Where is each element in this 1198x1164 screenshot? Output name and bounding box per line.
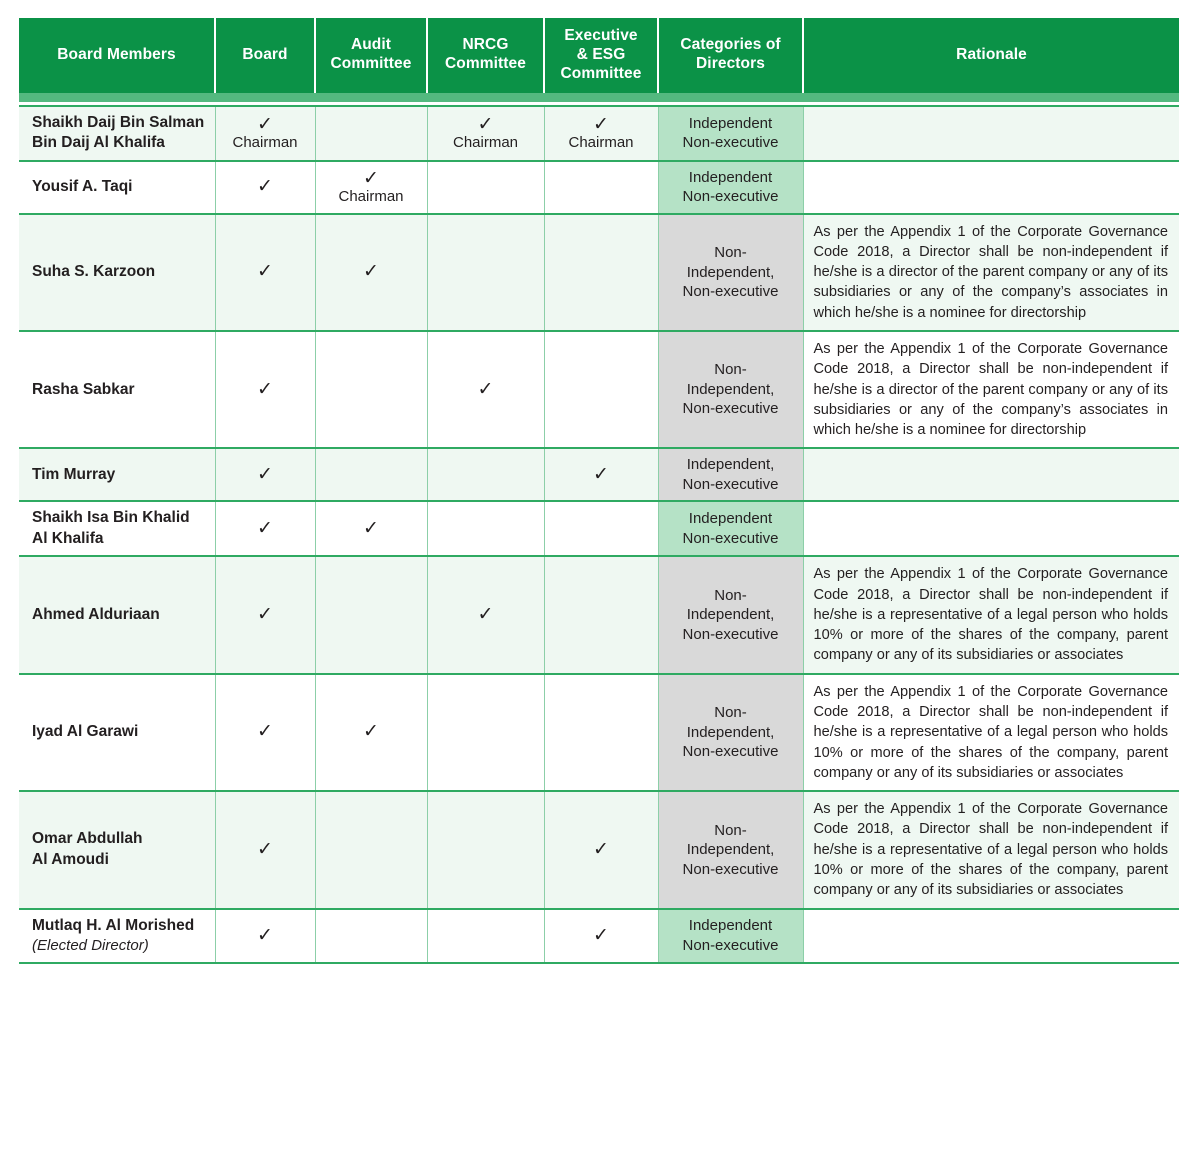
check-icon-audit: ✓ [363, 517, 379, 539]
header-separator-bar [19, 93, 1179, 102]
nrcg-committee-cell [427, 214, 544, 331]
category-line-1: Independent, [686, 456, 775, 474]
nrcg-committee-cell [427, 909, 544, 963]
executive-esg-committee-cell [544, 501, 658, 556]
check-icon-board: ✓ [257, 924, 273, 946]
category-line-2: Non-executive [682, 529, 779, 547]
member-name-line1: Rasha Sabkar [32, 380, 135, 398]
rationale-text: As per the Appendix 1 of the Corporate Governance Code 2018, a Director shall be non-independent if he/she is a director of the parent company or any of its subsidiaries or any of the company’s associates in which he/she is a nominee for directorship [813, 223, 1168, 321]
category-line-3: Non-executive [682, 283, 779, 301]
audit-committee-cell [315, 161, 427, 214]
audit-committee-cell [315, 214, 427, 331]
rationale-cell [803, 448, 1179, 501]
category-of-director-cell [658, 674, 803, 791]
member-name-line1: Iyad Al Garawi [32, 723, 139, 741]
header-separator-fill [19, 93, 1179, 102]
audit-committee-cell [315, 791, 427, 908]
audit-committee-cell [315, 556, 427, 673]
board-cell [215, 674, 315, 791]
check-icon-board: ✓ [257, 176, 273, 198]
check-icon-board: ✓ [257, 838, 273, 860]
category-line-1: Non- [714, 586, 747, 604]
category-line-2: Independent, [686, 841, 775, 859]
category-of-director-cell [658, 909, 803, 963]
rationale-cell [803, 556, 1179, 673]
executive-esg-committee-cell [544, 556, 658, 673]
audit-committee-cell [315, 501, 427, 556]
board-cell [215, 214, 315, 331]
member-name-line1: Shaikh Daij Bin Salman [32, 113, 205, 131]
board-cell [215, 556, 315, 673]
member-name-cell [19, 214, 215, 331]
board-cell [215, 331, 315, 448]
table-row [19, 791, 1179, 908]
category-line-3: Non-executive [682, 400, 779, 418]
header-board-members [19, 18, 215, 93]
board-cell [215, 501, 315, 556]
role-label: Chairman [568, 134, 634, 152]
member-name-line1: Omar Abdullah [32, 830, 143, 848]
executive-esg-committee-cell [544, 106, 658, 161]
nrcg-committee-cell [427, 161, 544, 214]
audit-committee-cell [315, 909, 427, 963]
category-line-2: Non-executive [682, 475, 779, 493]
audit-committee-cell [315, 674, 427, 791]
board-cell [215, 791, 315, 908]
board-cell [215, 909, 315, 963]
role-label: Chairman [232, 134, 298, 152]
category-line-2: Independent, [686, 263, 775, 281]
rationale-text: As per the Appendix 1 of the Corporate Governance Code 2018, a Director shall be non-independent if he/she is a director of the parent company or any of its subsidiaries or any of the company’s associates in which he/she is a nominee for directorship [813, 341, 1168, 439]
audit-committee-cell [315, 331, 427, 448]
board-cell [215, 161, 315, 214]
category-of-director-cell [658, 161, 803, 214]
member-name-cell [19, 448, 215, 501]
category-line-1: Non- [714, 361, 747, 379]
nrcg-committee-cell [427, 501, 544, 556]
category-line-1: Independent [688, 168, 773, 186]
category-of-director-cell [658, 214, 803, 331]
table-row [19, 448, 1179, 501]
category-of-director-cell [658, 791, 803, 908]
category-line-1: Independent [688, 917, 773, 935]
role-label: Chairman [452, 134, 519, 152]
header-categories-line2: Directors [696, 55, 765, 73]
category-line-2: Independent, [686, 606, 775, 624]
audit-committee-cell [315, 448, 427, 501]
check-icon-board: ✓ [257, 463, 273, 485]
executive-esg-committee-cell [544, 448, 658, 501]
member-name-line1: Tim Murray [32, 465, 116, 483]
nrcg-committee-cell [427, 556, 544, 673]
header-nrcg-committee [427, 18, 544, 93]
rationale-cell [803, 791, 1179, 908]
table-row [19, 331, 1179, 448]
category-line-1: Non- [714, 704, 747, 722]
header-rationale-label: Rationale [956, 45, 1027, 63]
check-icon-exec-esg: ✓ [593, 114, 609, 136]
category-line-1: Non- [714, 821, 747, 839]
executive-esg-committee-cell [544, 791, 658, 908]
header-exec-line3: Committee [560, 64, 642, 82]
board-composition-table [19, 18, 1179, 964]
rationale-cell [803, 909, 1179, 963]
board-composition-table-wrapper [19, 18, 1179, 964]
audit-committee-cell [315, 106, 427, 161]
member-name-line1: Ahmed Alduriaan [32, 605, 160, 623]
header-audit-line1: Audit [350, 36, 392, 54]
category-of-director-cell [658, 501, 803, 556]
check-icon-nrcg: ✓ [477, 378, 494, 400]
member-name-cell [19, 791, 215, 908]
category-line-3: Non-executive [682, 860, 779, 878]
check-icon-exec-esg: ✓ [593, 463, 609, 485]
header-categories-of-directors [658, 18, 803, 93]
table-header [19, 18, 1179, 93]
category-of-director-cell [658, 556, 803, 673]
check-icon-audit: ✓ [363, 261, 379, 283]
member-name-cell [19, 674, 215, 791]
role-label: Chairman [338, 187, 404, 205]
header-board-label: Board [242, 45, 288, 63]
table-row [19, 674, 1179, 791]
rationale-text: As per the Appendix 1 of the Corporate Governance Code 2018, a Director shall be non-independent if he/she is a representative of a legal person who holds 10% or more of the shares of the company, parent company or any of its subsidiaries or associates [813, 801, 1168, 899]
category-line-1: Non- [714, 244, 747, 262]
header-audit-line2: Committee [330, 55, 412, 73]
member-name-cell [19, 106, 215, 161]
check-icon-audit: ✓ [363, 168, 379, 190]
check-icon-nrcg: ✓ [477, 114, 494, 136]
table-row [19, 214, 1179, 331]
member-name-line2: Bin Daij Al Khalifa [32, 134, 165, 152]
table-body [19, 93, 1179, 106]
member-name-cell [19, 331, 215, 448]
header-exec-line1: Executive [564, 27, 638, 44]
category-of-director-cell [658, 331, 803, 448]
member-name-line1: Suha S. Karzoon [32, 263, 156, 281]
executive-esg-committee-cell [544, 909, 658, 963]
category-line-2: Non-executive [682, 936, 779, 954]
board-cell [215, 448, 315, 501]
member-name-line2: Al Amoudi [32, 850, 109, 868]
executive-esg-committee-cell [544, 674, 658, 791]
category-line-2: Independent, [686, 380, 775, 398]
table-rows-body [19, 106, 1179, 963]
check-icon-board: ✓ [257, 114, 273, 136]
member-name-cell [19, 909, 215, 963]
member-name-line2: Al Khalifa [32, 529, 104, 547]
category-line-3: Non-executive [682, 625, 779, 643]
member-name-cell [19, 556, 215, 673]
check-icon-nrcg: ✓ [477, 604, 494, 626]
header-audit-committee [315, 18, 427, 93]
table-row [19, 909, 1179, 963]
rationale-cell [803, 674, 1179, 791]
member-name-subtitle: (Elected Director) [32, 937, 149, 955]
category-of-director-cell [658, 106, 803, 161]
check-icon-audit: ✓ [363, 721, 379, 743]
nrcg-committee-cell [427, 674, 544, 791]
member-name-cell [19, 501, 215, 556]
nrcg-committee-cell [427, 791, 544, 908]
header-executive-esg-committee [544, 18, 658, 93]
check-icon-board: ✓ [257, 261, 273, 283]
nrcg-committee-cell [427, 106, 544, 161]
rationale-text: As per the Appendix 1 of the Corporate Governance Code 2018, a Director shall be non-independent if he/she is a representative of a legal person who holds 10% or more of the shares of the company, parent company or any of its subsidiaries or associates [813, 683, 1168, 781]
header-nrcg-line2: Committee [445, 55, 526, 73]
executive-esg-committee-cell [544, 331, 658, 448]
rationale-cell [803, 106, 1179, 161]
table-row [19, 106, 1179, 161]
check-icon-exec-esg: ✓ [593, 924, 609, 946]
header-nrcg-line1: NRCG [462, 36, 509, 54]
table-row [19, 556, 1179, 673]
check-icon-board: ✓ [257, 604, 273, 626]
category-line-1: Independent [688, 114, 773, 132]
nrcg-committee-cell [427, 448, 544, 501]
executive-esg-committee-cell [544, 161, 658, 214]
table-row [19, 161, 1179, 214]
header-board [215, 18, 315, 93]
member-name-cell [19, 161, 215, 214]
category-line-1: Independent [688, 510, 773, 528]
member-name-line1: Mutlaq H. Al Morished [32, 916, 195, 934]
executive-esg-committee-cell [544, 214, 658, 331]
check-icon-board: ✓ [257, 378, 273, 400]
category-of-director-cell [658, 448, 803, 501]
member-name-line1: Yousif A. Taqi [32, 177, 133, 195]
category-line-3: Non-executive [682, 743, 779, 761]
header-categories-line1: Categories of [680, 36, 781, 54]
rationale-cell [803, 161, 1179, 214]
header-rationale [803, 18, 1179, 93]
header-board-members-label: Board Members [57, 45, 176, 63]
category-line-2: Non-executive [682, 134, 779, 152]
board-cell [215, 106, 315, 161]
category-line-2: Non-executive [682, 188, 779, 206]
rationale-text: As per the Appendix 1 of the Corporate Governance Code 2018, a Director shall be non-independent if he/she is a representative of a legal person who holds 10% or more of the shares of the company, parent company or any of its subsidiaries or associates [813, 566, 1168, 664]
check-icon-board: ✓ [257, 517, 273, 539]
table-row [19, 501, 1179, 556]
check-icon-board: ✓ [257, 721, 273, 743]
header-row [19, 18, 1179, 93]
nrcg-committee-cell [427, 331, 544, 448]
header-exec-line2: & ESG [576, 45, 626, 63]
rationale-cell [803, 331, 1179, 448]
member-name-line1: Shaikh Isa Bin Khalid [32, 509, 190, 527]
check-icon-exec-esg: ✓ [593, 838, 609, 860]
category-line-2: Independent, [686, 723, 775, 741]
rationale-cell [803, 214, 1179, 331]
rationale-cell [803, 501, 1179, 556]
